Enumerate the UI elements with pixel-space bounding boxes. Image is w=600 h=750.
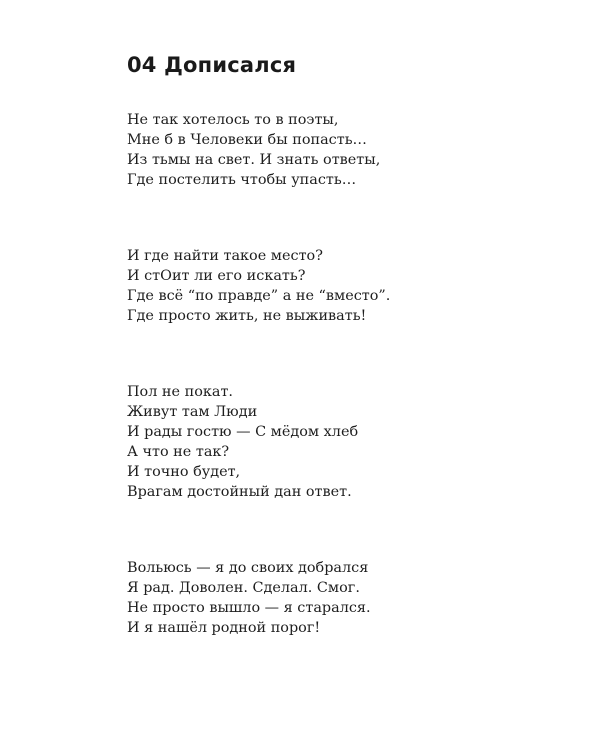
stanza-2 (127, 246, 547, 326)
poem-line: Врагам достойный дан ответ. (127, 484, 352, 500)
poem-line: Где постелить чтобы упасть… (127, 172, 357, 188)
poem-line: Где всё “по правде” а не “вместо”. (127, 288, 391, 304)
poem-line: И точно будет, (127, 464, 241, 480)
poem-line: И я нашёл родной порог! (127, 620, 321, 636)
stanza-3 (127, 382, 547, 502)
poem-line: Мне б в Человеки бы попасть… (127, 132, 367, 148)
stanza-1 (127, 110, 547, 190)
poem-line: Вольюсь — я до своих добрался (127, 560, 369, 576)
poem-line: Не так хотелось то в поэты, (127, 112, 339, 128)
poem-line: А что не так? (127, 444, 230, 460)
stanza-4 (127, 558, 547, 638)
poem-line: И где найти такое место? (127, 248, 323, 264)
poem-line: И рады гостю — С мёдом хлеб (127, 424, 359, 440)
poem-line: Живут там Люди (127, 404, 258, 420)
poem-body (127, 110, 547, 694)
poem-line: Не просто вышло — я старался. (127, 600, 371, 616)
poem-line: Из тьмы на свет. И знать ответы, (127, 152, 381, 168)
poem-line: Я рад. Доволен. Сделал. Смог. (127, 580, 360, 596)
poem-title: 04 Дописался (127, 53, 297, 77)
poem-line: И стОит ли его искать? (127, 268, 306, 284)
poem-line: Пол не покат. (127, 384, 233, 400)
poem-line: Где просто жить, не выживать! (127, 308, 367, 324)
